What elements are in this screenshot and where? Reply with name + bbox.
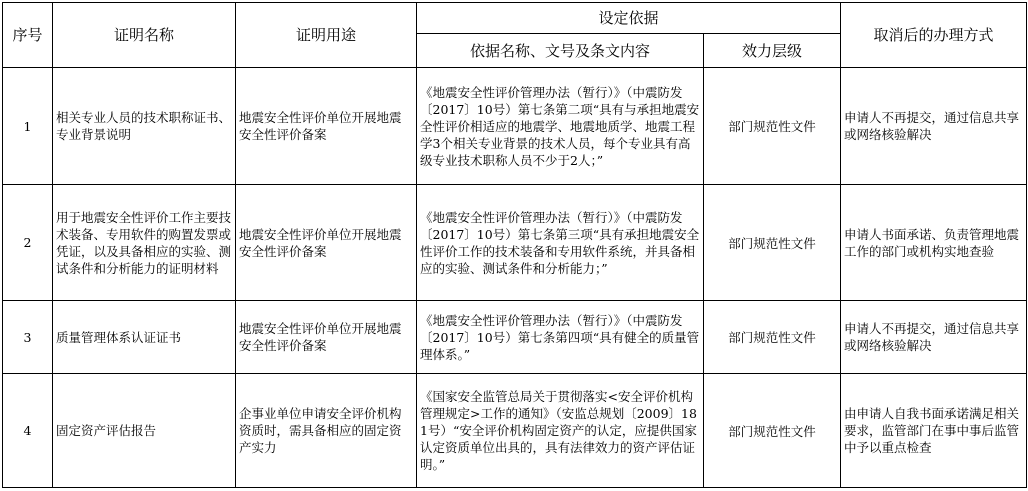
header-handling: 取消后的办理方式: [841, 3, 1027, 68]
cell-seq: 4: [3, 374, 53, 488]
cell-seq: 2: [3, 185, 53, 301]
cell-purpose: 地震安全性评价单位开展地震安全性评价备案: [236, 68, 417, 185]
cell-level: 部门规范性文件: [704, 374, 841, 488]
table-row: [3, 68, 1027, 185]
cell-name: 质量管理体系认证证书: [53, 301, 236, 374]
cell-handling: 由申请人自我书面承诺满足相关要求，监管部门在事中事后监管中予以重点检查: [841, 374, 1027, 488]
cell-basis: 《地震安全性评价管理办法（暂行）》（中震防发〔2017〕10号）第七条第二项“具有与承担地震安全性评价相适应的地震学、地震地质学、地震工程学3个相关专业背景的技术人员，每个专业具有高级专业技术职称人员不少于2人；”: [417, 68, 704, 185]
cell-basis: 《地震安全性评价管理办法（暂行）》（中震防发〔2017〕10号）第七条第四项“具有健全的质量管理体系。”: [417, 301, 704, 374]
table-row: [3, 301, 1027, 374]
header-basis-doc: 依据名称、文号及条文内容: [417, 34, 704, 68]
cell-basis: 《地震安全性评价管理办法（暂行）》（中震防发〔2017〕10号）第七条第三项“具有承担地震安全性评价工作的技术装备和专用软件系统，并具备相应的实验、测试条件和分析能力；”: [417, 185, 704, 301]
cell-level: 部门规范性文件: [704, 301, 841, 374]
cell-basis: 《国家安全监管总局关于贯彻落实<安全评价机构管理规定>工作的通知》（安监总规划〔2009〕181号）“安全评价机构固定资产的认定，应提供国家认定资质单位出具的，具有法律效力的资产评估证明。”: [417, 374, 704, 488]
header-basis: 设定依据: [417, 3, 841, 34]
certificate-table: [2, 2, 1027, 488]
cell-seq: 1: [3, 68, 53, 185]
cell-name: 固定资产评估报告: [53, 374, 236, 488]
cell-handling: 申请人不再提交，通过信息共享或网络核验解决: [841, 68, 1027, 185]
header-name: 证明名称: [53, 3, 236, 68]
cell-purpose: 地震安全性评价单位开展地震安全性评价备案: [236, 301, 417, 374]
header-seq: 序号: [3, 3, 53, 68]
cell-level: 部门规范性文件: [704, 68, 841, 185]
cell-seq: 3: [3, 301, 53, 374]
cell-purpose: 企事业单位申请安全评价机构资质时，需具备相应的固定资产实力: [236, 374, 417, 488]
cell-level: 部门规范性文件: [704, 185, 841, 301]
table-row: [3, 374, 1027, 488]
header-basis-level: 效力层级: [704, 34, 841, 68]
cell-purpose: 地震安全性评价单位开展地震安全性评价备案: [236, 185, 417, 301]
header-purpose: 证明用途: [236, 3, 417, 68]
header-row-1: [3, 3, 1027, 34]
cell-name: 用于地震安全性评价工作主要技术装备、专用软件的购置发票或凭证，以及具备相应的实验、测试条件和分析能力的证明材料: [53, 185, 236, 301]
cell-name: 相关专业人员的技术职称证书、专业背景说明: [53, 68, 236, 185]
cell-handling: 申请人书面承诺、负责管理地震工作的部门或机构实地查验: [841, 185, 1027, 301]
cell-handling: 申请人不再提交，通过信息共享或网络核验解决: [841, 301, 1027, 374]
table-row: [3, 185, 1027, 301]
